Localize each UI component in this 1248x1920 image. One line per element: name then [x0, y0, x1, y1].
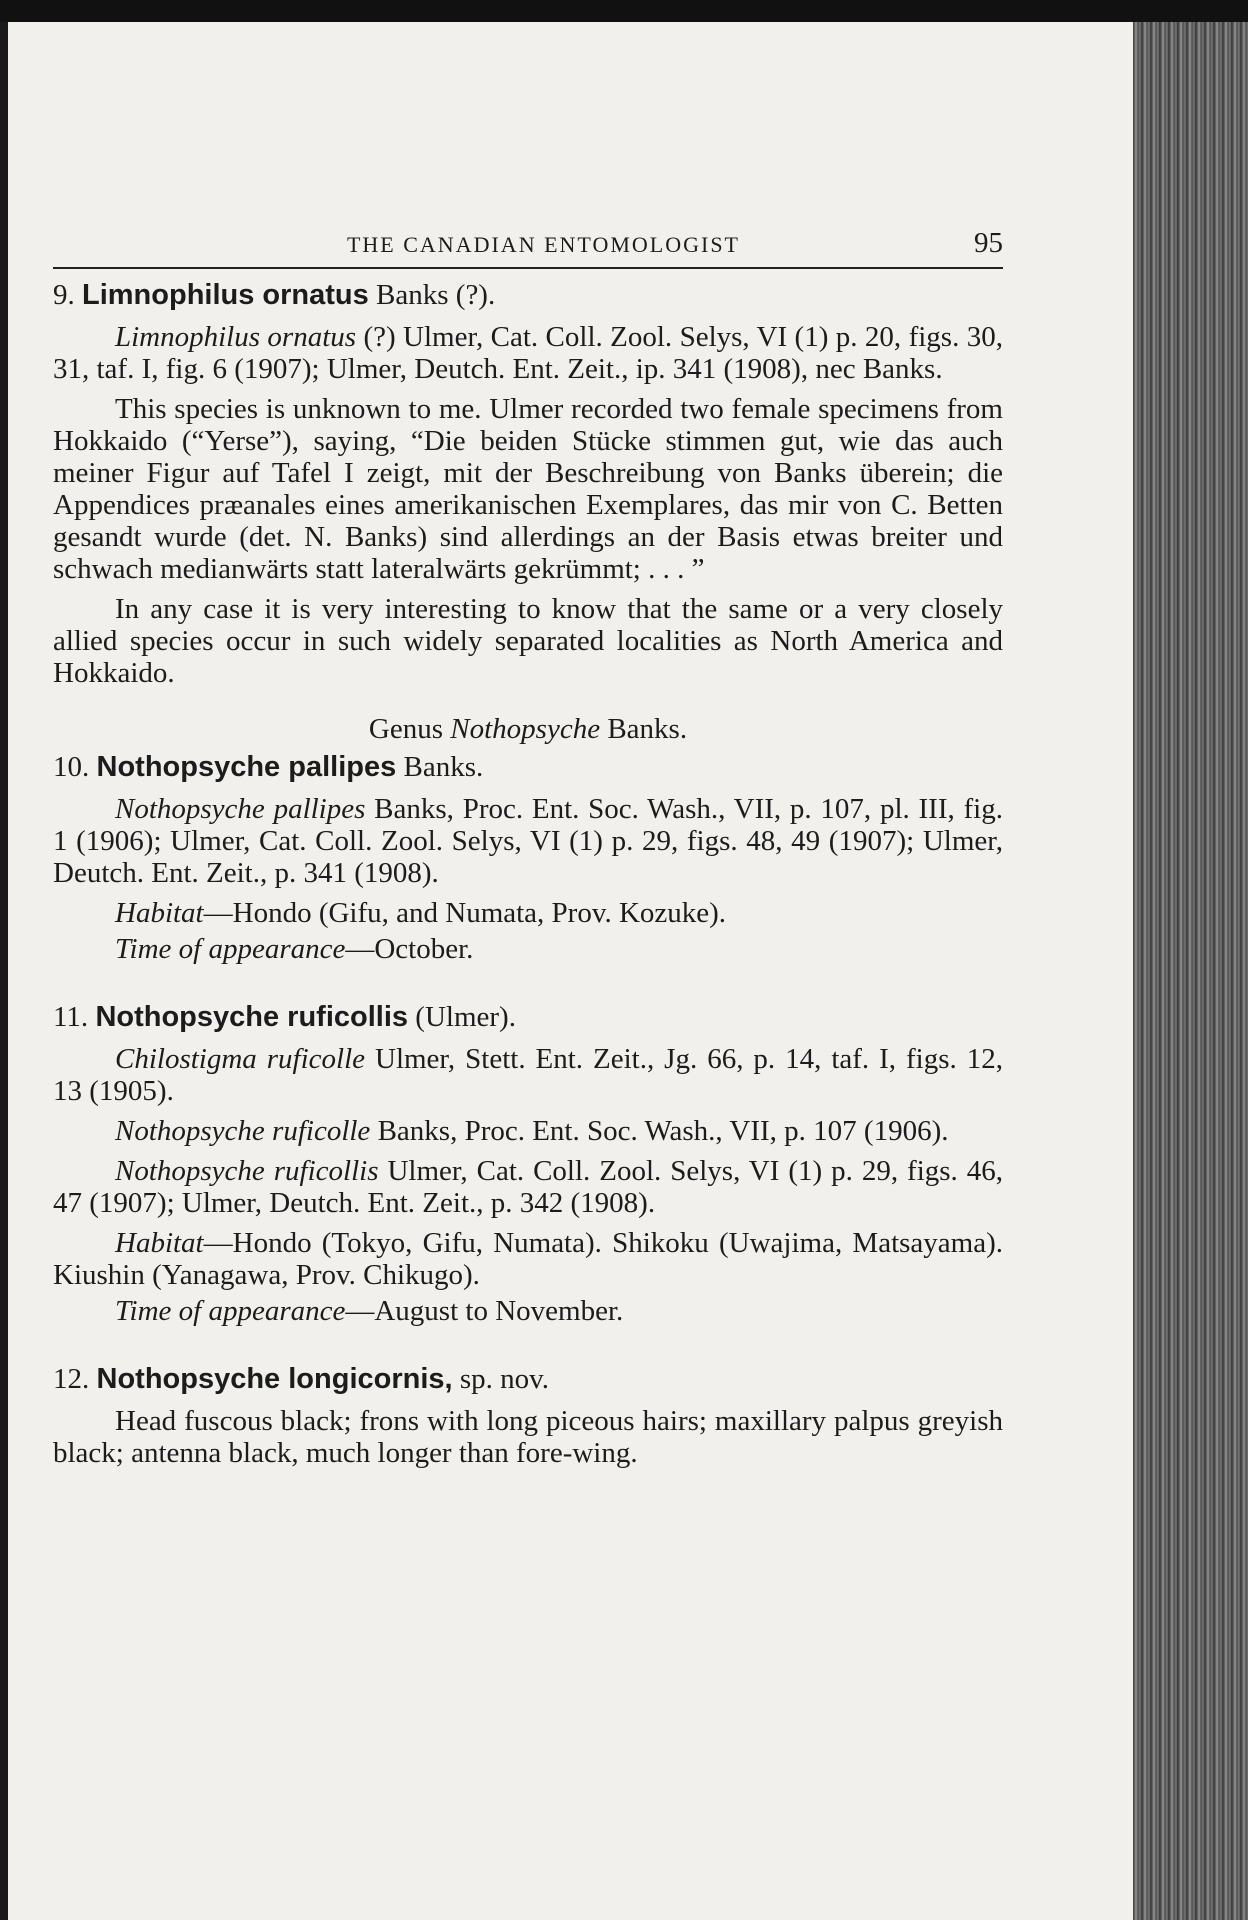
entry-number: 9.: [53, 279, 75, 311]
reference-paragraph: Nothopsyche pallipes Banks, Proc. Ent. Soc. Wash., VII, p. 107, pl. III, fig. 1 (1906); Ulmer, Cat. Coll. Zool. Selys, VI (1) p. 29, figs. 48, 49 (1907); Ulmer, Deutch. Ent. Zeit., p. 341 (1908).: [53, 793, 1003, 889]
entry-number: 12.: [53, 1363, 90, 1395]
body-paragraph: This species is unknown to me. Ulmer recorded two female specimens from Hokkaido (“Yerse”), saying, “Die beiden Stücke stimmen gut, wie das auch meiner Figur auf Tafel I zeigt, mit der Beschreibung von Banks überein; die Appendices præanales eines amerikanischen Exemplares, das mir von C. Betten gesandt wurde (det. N. Banks) sind allerdings an der Basis etwas breiter und schwach medianwärts statt lateralwärts gekrümmt; . . . ”: [53, 393, 1003, 585]
habitat-line: Habitat—Hondo (Gifu, and Numata, Prov. Kozuke).: [115, 897, 727, 929]
habitat-line: Habitat—Hondo (Tokyo, Gifu, Numata). Shikoku (Uwajima, Matsayama). Kiushin (Yanagawa, Prov. Chikugo).: [53, 1227, 1003, 1291]
body-paragraph: Head fuscous black; frons with long piceous hairs; maxillary palpus greyish black; antenna black, much longer than fore-wing.: [53, 1405, 1003, 1469]
running-head: [53, 227, 1003, 269]
entry-heading-9: [53, 279, 1003, 311]
species-name: Nothopsyche ruficollis: [95, 1001, 409, 1033]
journal-title: THE CANADIAN ENTOMOLOGIST: [346, 232, 740, 257]
reference-lead: Limnophilus ornatus: [115, 321, 357, 353]
reference-paragraph: Nothopsyche ruficolle Banks, Proc. Ent. Soc. Wash., VII, p. 107 (1906).: [115, 1115, 949, 1147]
entry-heading-10: [53, 751, 1003, 783]
book-page-edges: [1133, 22, 1248, 1920]
entry-number: 11.: [53, 1001, 89, 1033]
species-name: Nothopsyche longicornis,: [96, 1363, 453, 1395]
time-line: Time of appearance—August to November.: [115, 1295, 624, 1327]
species-name: Nothopsyche pallipes: [96, 751, 397, 783]
scan-top-border: [0, 0, 1248, 22]
species-author: sp. nov.: [459, 1363, 549, 1395]
page-content: [53, 227, 1003, 1477]
species-author: Banks.: [403, 751, 484, 783]
time-line: Time of appearance—October.: [115, 933, 474, 965]
reference-paragraph: Nothopsyche ruficollis Ulmer, Cat. Coll. Zool. Selys, VI (1) p. 29, figs. 46, 47 (1907); Ulmer, Deutch. Ent. Zeit., p. 342 (1908).: [53, 1155, 1003, 1219]
reference-paragraph: Limnophilus ornatus (?) Ulmer, Cat. Coll. Zool. Selys, VI (1) p. 20, figs. 30, 31, taf. I, fig. 6 (1907); Ulmer, Deutch. Ent. Zeit., ip. 341 (1908), nec Banks.: [53, 321, 1003, 385]
page-number: 95: [974, 227, 1003, 259]
species-name: Limnophilus ornatus: [82, 279, 369, 311]
entry-heading-12: [53, 1363, 1003, 1395]
body-paragraph: In any case it is very interesting to know that the same or a very closely allied species occur in such widely separated localities as North America and Hokkaido.: [53, 593, 1003, 689]
species-author: Banks (?).: [376, 279, 496, 311]
species-author: (Ulmer).: [415, 1001, 516, 1033]
genus-heading: Genus Nothopsyche Banks.: [368, 713, 688, 745]
reference-paragraph: Chilostigma ruficolle Ulmer, Stett. Ent. Zeit., Jg. 66, p. 14, taf. I, figs. 12, 13 (1905).: [53, 1043, 1003, 1107]
entry-heading-11: [53, 1001, 1003, 1033]
entry-number: 10.: [53, 751, 90, 783]
book-page: [8, 22, 1133, 1920]
